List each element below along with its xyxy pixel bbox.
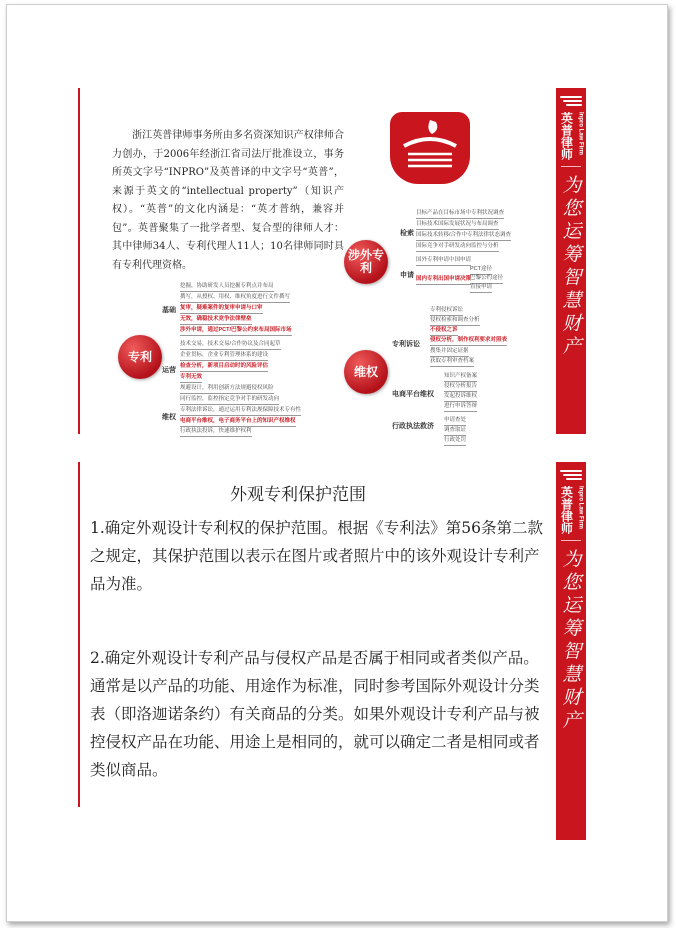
firm-name-cn: 英普律师 xyxy=(559,486,574,534)
banner-divider xyxy=(561,540,581,541)
list-item: 侵权分析报告 xyxy=(444,383,477,392)
list-item: 调查取证 xyxy=(444,427,466,436)
firm-logo-icon xyxy=(560,470,582,482)
branch-label: 维权 xyxy=(162,414,176,421)
mindmap-patent xyxy=(118,275,333,435)
firm-name-en: Inpro Law Firm xyxy=(577,112,584,156)
list-item: 专利侵权诉讼 xyxy=(430,307,463,316)
firm-name-en: Inpro Law Firm xyxy=(577,486,584,530)
list-item: 国际竞争对手研发动向监控与分析 xyxy=(416,243,499,252)
list-item: 知识产权备案 xyxy=(444,373,477,382)
list-item: 搜集并固定证据 xyxy=(430,348,469,357)
list-item: 挖掘，协助研发人员挖掘专利点并布局 xyxy=(180,283,274,292)
firm-name-cn: 英普律师 xyxy=(559,112,574,160)
firm-seal-logo xyxy=(390,112,470,184)
brand-banner-top xyxy=(556,88,586,434)
list-item: 直接申请 xyxy=(470,284,492,293)
list-item: 侵权分析，制作权利要求对照表 xyxy=(430,337,507,346)
list-item: 侵权检索和调查分析 xyxy=(430,317,480,326)
firm-logo-icon xyxy=(560,96,582,108)
list-item: PCT途径 xyxy=(470,266,492,275)
paragraph-2: 2.确定外观设计专利产品与侵权产品是否属于相同或者类似产品。通常是以产品的功能、用途作为标准，同时参考国际外观设计分类表（即洛迦诺条约）有关商品的分类。如果外观设计专利产品与被控侵权产品在功能、用途上是相同的，就可以确定二者是相同或者类似商品。 xyxy=(90,649,540,779)
list-item: 目标产品在目标市场中专利状况调查 xyxy=(416,210,504,219)
left-red-rule-top xyxy=(78,88,80,434)
list-item: 无效，确稳技术竞争法律壁垒 xyxy=(180,316,252,325)
list-item: 技术交易，技术交易/合作协议及合同起草 xyxy=(180,341,281,350)
firm-intro-text: 浙江英普律师事务所由多名资深知识产权律师合力创办，于2006年经浙江省司法厅批准设立，事务所英文字号“INPRO”及英普译的中文字号“英普”，来源于英文的“intellectual property”（知识产权）。“英普”的文化内涵是：“英才普纳，兼容并包”。英普聚集了一批学者型、复合型的律师人才：其中律师34人、专利代理人11人；10名律师同时具有专利代理资格。 xyxy=(112,130,344,271)
list-item: 发起投诉维权 xyxy=(444,393,477,402)
list-item: 申请查处 xyxy=(444,417,466,426)
firm-slogan: 为您运筹智慧财产 xyxy=(559,175,582,359)
section-title: 外观专利保护范围 xyxy=(230,485,366,505)
mindmap-center-node: 维权 xyxy=(344,350,388,394)
list-item: 获取专利审查档案 xyxy=(430,358,474,367)
branch-label: 专利诉讼 xyxy=(392,341,420,348)
list-item: 国际技术转移/合作中专利法律状态调查 xyxy=(416,232,511,241)
list-item: 行政处罚 xyxy=(444,437,466,446)
list-item: 不侵权之诉 xyxy=(430,327,458,336)
list-item: 专利法律诉讼，通过运用专利法规保障技术专有性 xyxy=(180,407,301,416)
list-item: 电商平台维权，电子商务平台上的知识产权维权 xyxy=(180,418,296,427)
mindmap-center-node: 专利 xyxy=(118,335,162,379)
list-item: 进行申诉答辩 xyxy=(444,403,477,412)
brand-banner-bottom xyxy=(556,462,586,840)
mindmap-rights-protection xyxy=(340,305,540,455)
left-red-rule-bottom xyxy=(78,462,80,807)
mindmap-center-node: 涉外专利 xyxy=(344,240,388,284)
branch-label: 运营 xyxy=(162,367,176,374)
list-item: 撰写，从授权、用权、维权角度进行文件撰写 xyxy=(180,294,290,303)
list-item: 企业贯标，企业专利管理体系的建设 xyxy=(180,352,268,361)
branch-label: 行政执法救济 xyxy=(392,423,434,430)
book-seal-icon xyxy=(390,112,470,184)
list-item: 巴黎公约途径 xyxy=(470,275,503,284)
list-item: 行政执法投诉，快速维护权利 xyxy=(180,428,252,437)
branch-label: 基础 xyxy=(162,307,176,314)
branch-label: 检索 xyxy=(400,230,414,237)
list-item: 涉外申请，通过PCT/巴黎公约来布局国际市场 xyxy=(180,327,292,336)
list-item: 检查分析，新项目启动时的风险评估 xyxy=(180,363,268,372)
firm-slogan: 为您运筹智慧财产 xyxy=(559,549,582,733)
list-item: 复审，疑难案件的复审申请与口审 xyxy=(180,305,263,314)
mindmap-foreign-patent xyxy=(340,210,540,300)
banner-divider xyxy=(561,166,581,167)
list-item: 国内专利出国申请决策 xyxy=(416,276,471,285)
list-item: 专利无效 xyxy=(180,374,202,383)
list-item: 同行监控，监控指定竞争对手的研发动向 xyxy=(180,396,279,405)
branch-label: 电商平台维权 xyxy=(392,391,434,398)
branch-label: 申请 xyxy=(400,272,414,279)
paragraph-1: 1.确定外观设计专利权的保护范围。根据《专利法》第56条第二款之规定，其保护范围以表示在图片或者照片中的该外观设计专利产品为准。 xyxy=(90,519,544,593)
list-item: 规避设计，利用创新方法规避侵权风险 xyxy=(180,385,274,394)
list-item: 目标技术国际发展状况与布局调查 xyxy=(416,221,499,230)
list-item: 国外专利申请中国申请 xyxy=(416,257,471,266)
